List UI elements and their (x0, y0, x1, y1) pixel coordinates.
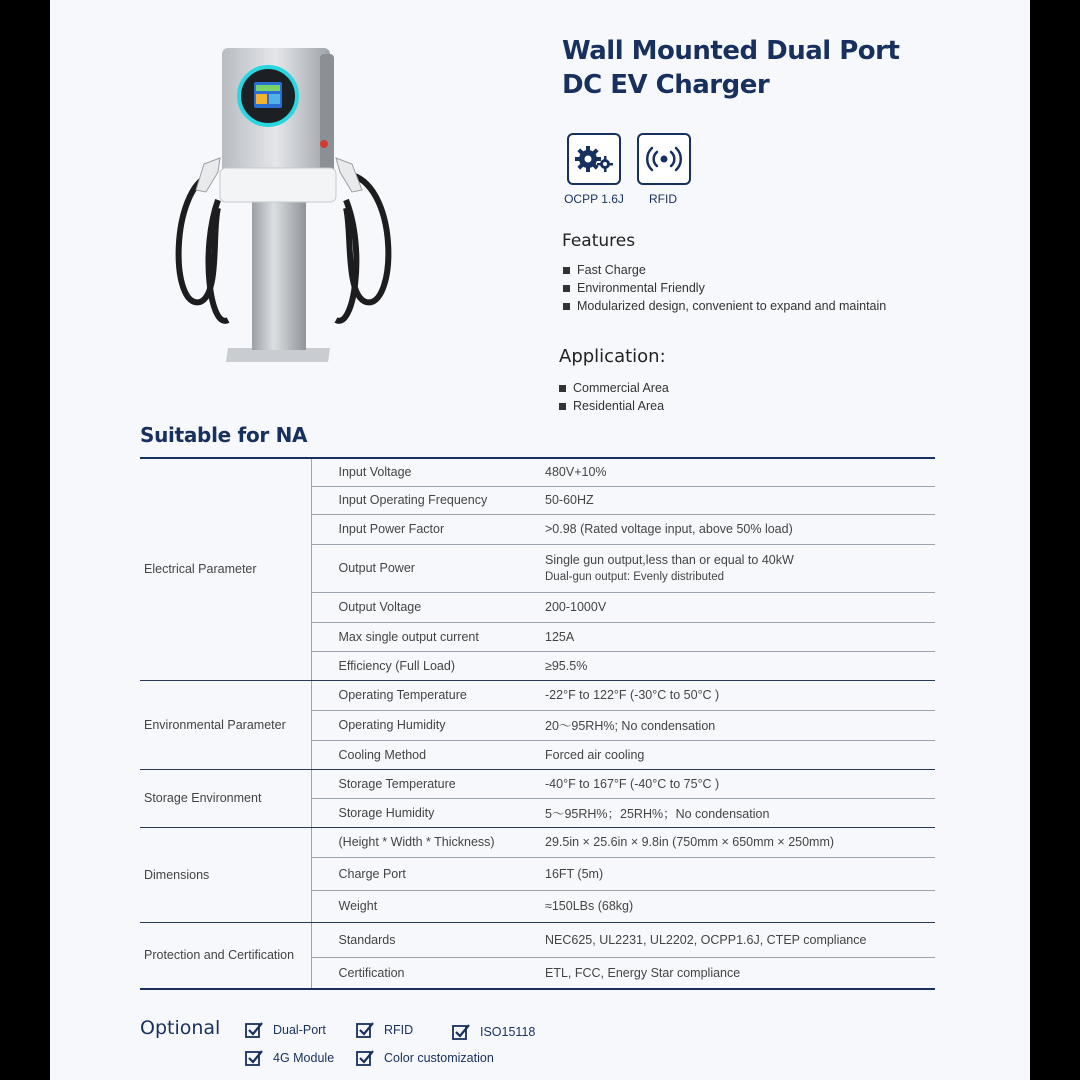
row-label: Storage Temperature (311, 769, 545, 798)
row-value: 20～95RH%; No condensation (545, 710, 935, 740)
row-value: -40°F to 167°F (-40°C to 75°C ) (545, 769, 935, 798)
group-label: Protection and Certification (140, 922, 311, 989)
row-value-sub: Dual-gun output: Evenly distributed (545, 571, 724, 583)
feature-item: Environmental Friendly (563, 279, 886, 297)
ocpp-label: OCPP 1.6J (564, 192, 624, 206)
charger-image (170, 40, 410, 370)
row-label: Output Voltage (311, 592, 545, 622)
group-label: Electrical Parameter (140, 458, 311, 680)
suitable-heading: Suitable for NA (140, 423, 308, 447)
checkbox-checked-icon (356, 1021, 375, 1038)
option-dual-port (245, 1021, 326, 1038)
row-value: Forced air cooling (545, 740, 935, 769)
row-value: 480V+10% (545, 458, 935, 486)
group-label: Dimensions (140, 827, 311, 922)
row-value-multi (545, 544, 935, 592)
option-label: RFID (384, 1022, 414, 1037)
row-value: NEC625, UL2231, UL2202, OCPP1.6J, CTEP compliance (545, 922, 935, 957)
row-label: Cooling Method (311, 740, 545, 769)
row-label: Standards (311, 922, 545, 957)
features-heading: Features (562, 231, 636, 251)
row-label: Input Power Factor (311, 514, 545, 544)
table-row (140, 827, 935, 857)
row-value: >0.98 (Rated voltage input, above 50% load) (545, 514, 935, 544)
row-label: Input Voltage (311, 458, 545, 486)
rfid-icon (644, 144, 684, 174)
group-label: Storage Environment (140, 769, 311, 827)
group-label: Environmental Parameter (140, 680, 311, 769)
feature-item: Fast Charge (563, 261, 886, 279)
row-label: Storage Humidity (311, 798, 545, 827)
row-value: ETL, FCC, Energy Star compliance (545, 965, 741, 980)
option-label: Color customization (384, 1050, 494, 1065)
row-label: Weight (311, 890, 545, 922)
optional-heading: Optional (140, 1017, 221, 1039)
option-color-customization (356, 1049, 494, 1066)
checkbox-checked-icon (245, 1049, 264, 1066)
row-label: (Height * Width * Thickness) (311, 827, 545, 857)
features-list (563, 261, 886, 315)
row-label: Efficiency (Full Load) (311, 651, 545, 680)
application-item: Commercial Area (559, 379, 669, 397)
row-value: 5～95RH%；25RH%；No condensation (545, 798, 935, 827)
application-heading: Application: (559, 346, 666, 367)
title-line-2: DC EV Charger (562, 70, 770, 100)
rfid-badge (637, 133, 691, 185)
row-value: 16FT (5m) (545, 857, 935, 890)
rfid-label: RFID (649, 192, 677, 206)
row-label: Output Power (311, 544, 545, 592)
option-4g-module (245, 1049, 334, 1066)
checkbox-checked-icon (245, 1021, 264, 1038)
application-list (559, 379, 669, 415)
feature-item: Modularized design, convenient to expand and maintain (563, 297, 886, 315)
product-title (562, 34, 899, 102)
row-value: 125A (545, 622, 935, 651)
spec-table (140, 457, 935, 990)
checkbox-checked-icon (452, 1023, 471, 1040)
row-label: Certification (338, 965, 405, 980)
option-label: Dual-Port (273, 1022, 326, 1037)
table-row (140, 769, 935, 798)
row-label: Max single output current (311, 622, 545, 651)
application-item: Residential Area (559, 397, 669, 415)
row-label: Operating Humidity (311, 710, 545, 740)
checkbox-checked-icon (356, 1049, 375, 1066)
row-label: Charge Port (311, 857, 545, 890)
row-value: -22°F to 122°F (-30°C to 50°C ) (545, 680, 935, 710)
ocpp-badge (567, 133, 621, 185)
row-value: ≈150LBs (68kg) (545, 890, 935, 922)
row-value: ≥95.5% (545, 651, 935, 680)
row-value: 50-60HZ (545, 486, 935, 514)
table-row (140, 680, 935, 710)
option-label: ISO15118 (480, 1024, 536, 1039)
row-value: 200-1000V (545, 592, 935, 622)
row-label: Operating Temperature (311, 680, 545, 710)
option-label: 4G Module (273, 1050, 335, 1065)
option-iso15118 (452, 1023, 535, 1040)
row-value: Single gun output,less than or equal to 40kW (545, 553, 794, 567)
title-line-1: Wall Mounted Dual Port (562, 36, 900, 66)
product-sheet (50, 0, 1030, 1080)
table-row (140, 922, 935, 957)
row-value: 29.5in × 25.6in × 9.8in (750mm × 650mm × 250mm) (545, 827, 935, 857)
row-label: Input Operating Frequency (311, 486, 545, 514)
option-rfid (356, 1021, 413, 1038)
table-row (140, 458, 935, 486)
gears-icon (572, 143, 616, 175)
